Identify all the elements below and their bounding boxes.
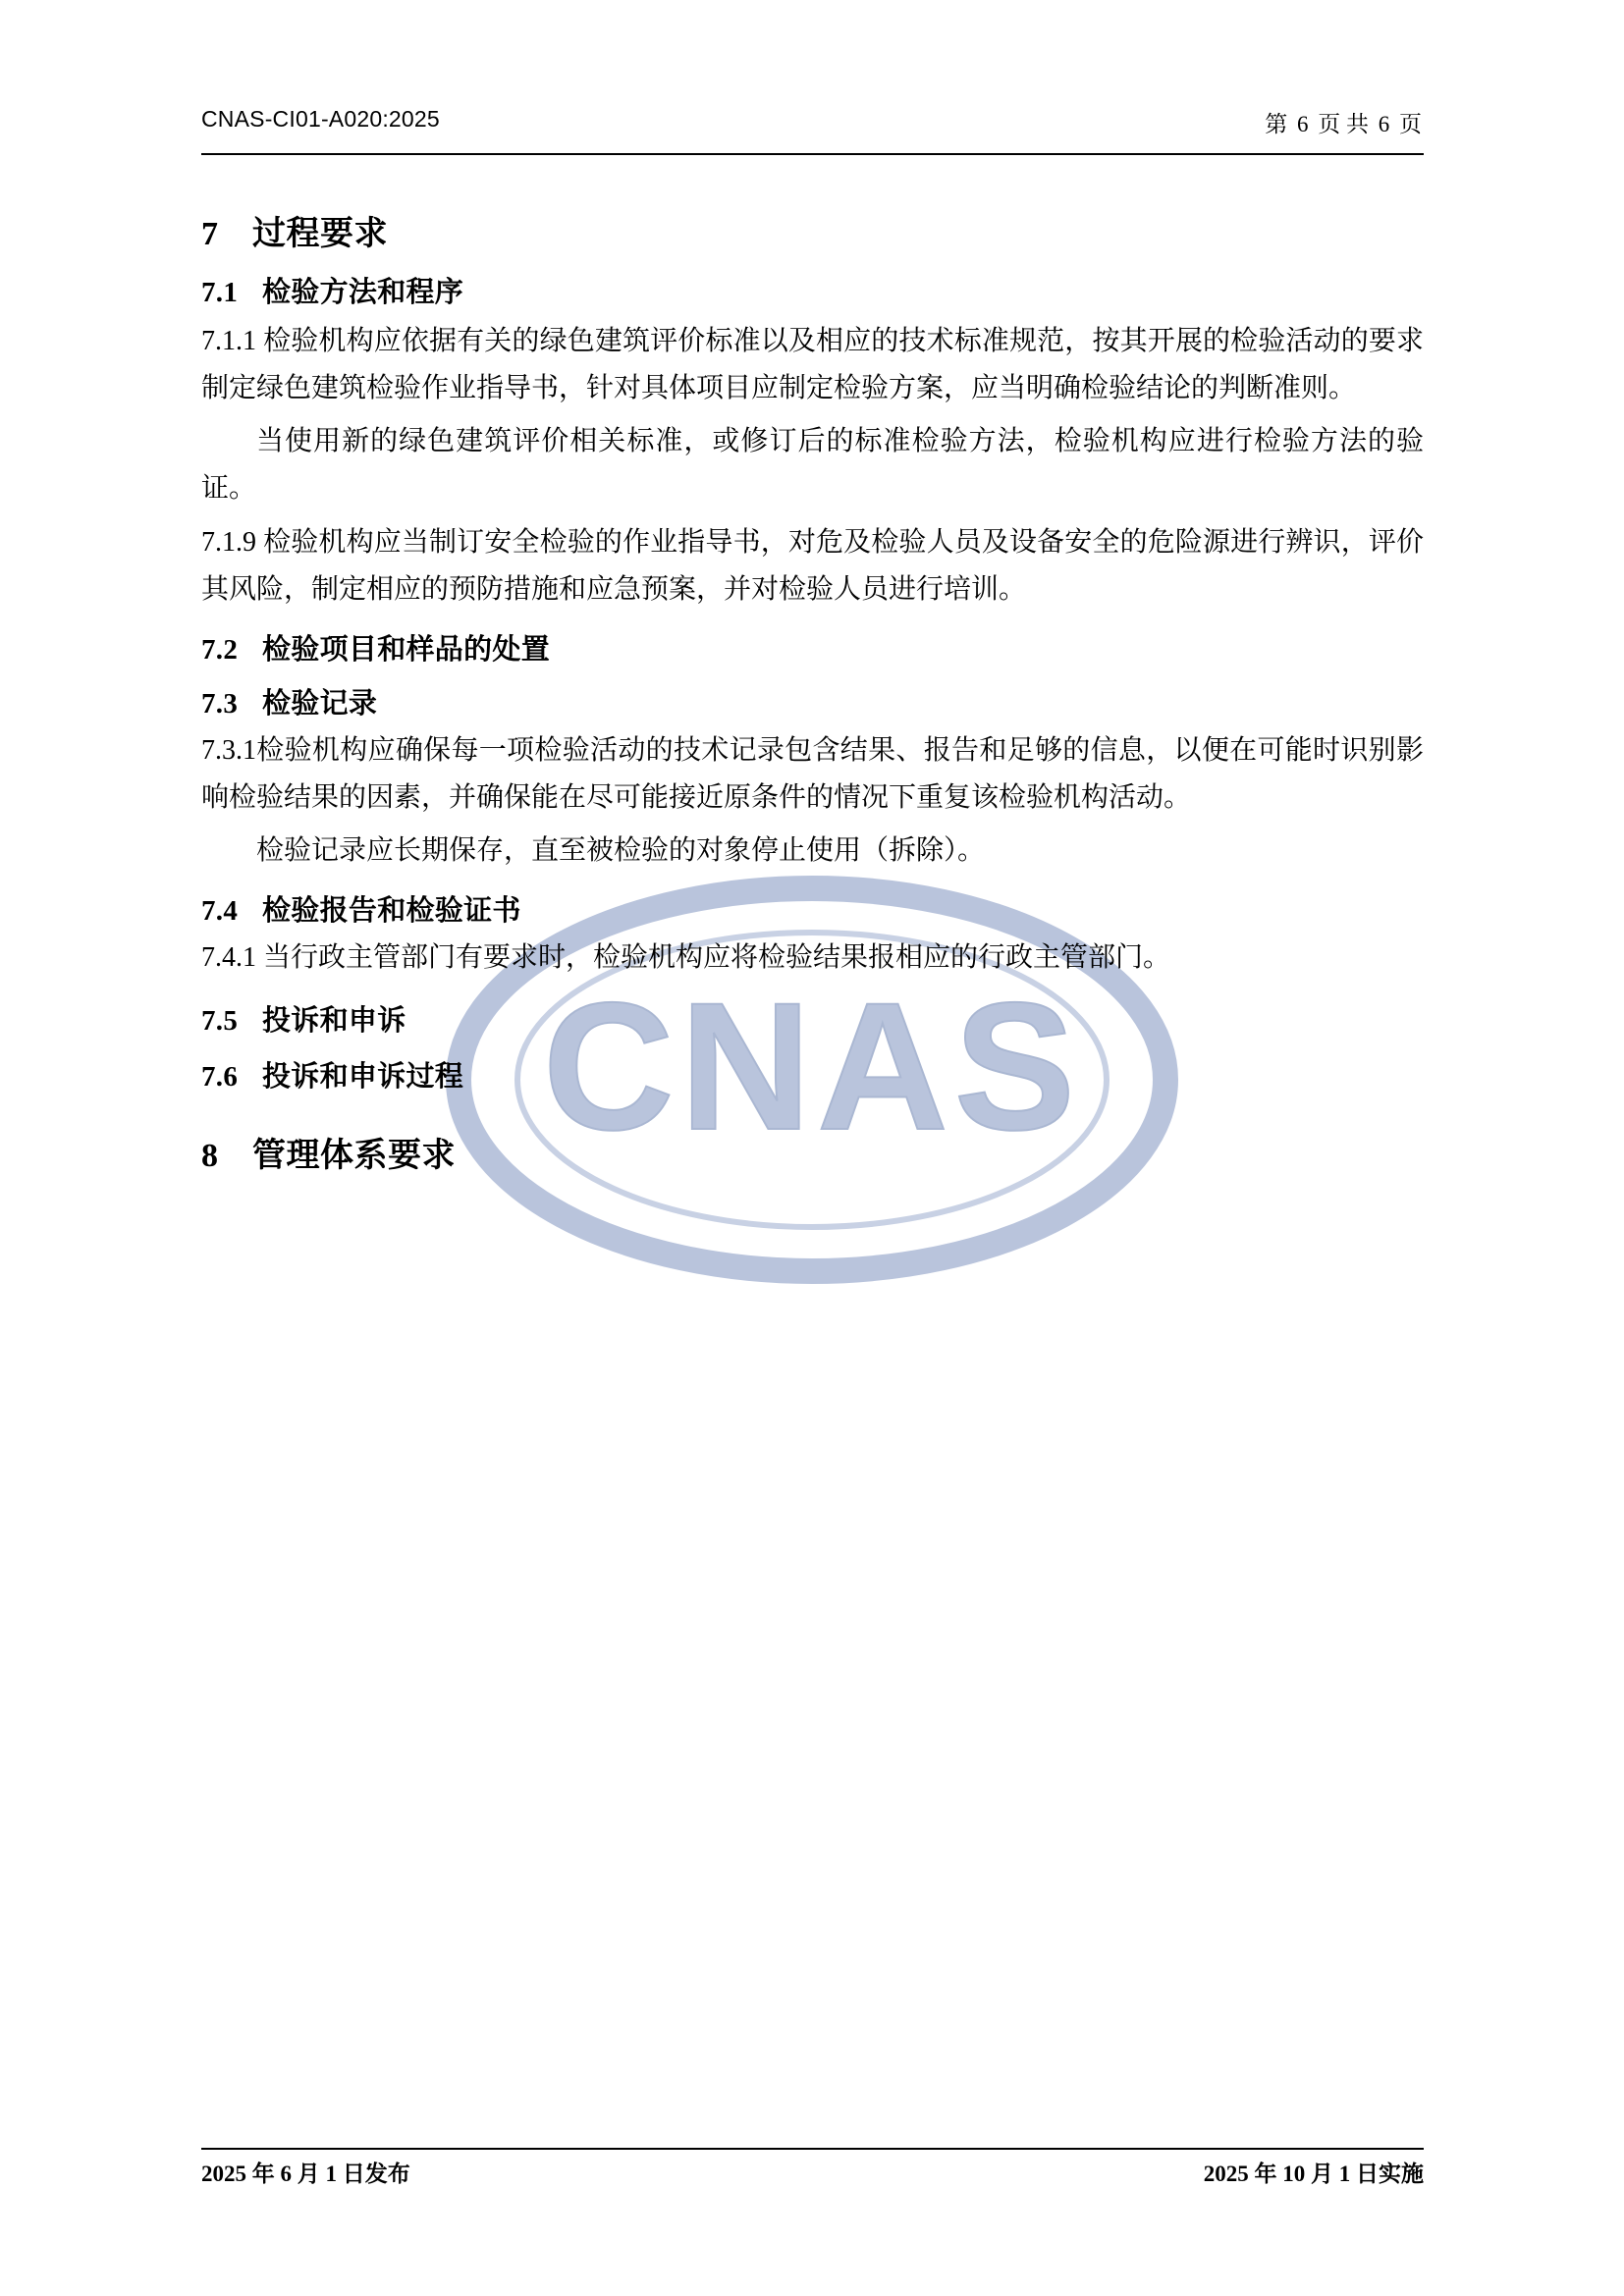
heading-7-4-title: 检验报告和检验证书 — [262, 895, 521, 928]
heading-7-5 — [201, 998, 1424, 1039]
svg-text:CNAS: CNAS — [542, 966, 1082, 1168]
heading-section-8-title: 管理体系要求 — [252, 1137, 456, 1174]
page-label-mid: 页 共 — [1318, 112, 1369, 136]
heading-7-2 — [201, 627, 1424, 667]
page-total: 6 — [1378, 112, 1390, 136]
heading-7-2-title: 检验项目和样品的处置 — [262, 633, 551, 666]
heading-section-7 — [201, 206, 1424, 254]
heading-section-7-title: 过程要求 — [252, 216, 388, 252]
document-code: CNAS-CI01-A020:2025 — [201, 106, 440, 132]
heading-section-8 — [201, 1128, 1424, 1176]
page-header — [201, 106, 1424, 153]
page-current: 6 — [1297, 112, 1309, 136]
heading-7-1 — [201, 270, 1424, 310]
heading-7-5-number: 7.5 — [201, 1004, 239, 1037]
document-body — [201, 187, 1424, 1188]
heading-7-1-title: 检验方法和程序 — [262, 277, 464, 308]
paragraph-7-1-9: 7.1.9 检验机构应当制订安全检验的作业指导书，对危及检验人员及设备安全的危险源进行辨识，评价其风险，制定相应的预防措施和应急预案，并对检验人员进行培训。 — [201, 526, 1424, 605]
paragraph-7-3-1-continued: 检验记录应长期保存，直至被检验的对象停止使用（拆除）。 — [256, 835, 986, 867]
paragraph-7-3-1: 7.3.1检验机构应确保每一项检验活动的技术记录包含结果、报告和足够的信息，以便在可能时识别影响检验结果的因素，并确保能在尽可能接近原条件的情况下重复该检验机构活动。 — [201, 734, 1424, 814]
page-number — [1263, 106, 1424, 138]
page-label-suffix: 页 — [1399, 112, 1422, 136]
footer-divider — [201, 2148, 1424, 2150]
heading-7-4 — [201, 888, 1424, 929]
paragraph-7-4-1: 7.4.1 当行政主管部门有要求时，检验机构应将检验结果报相应的行政主管部门。 — [201, 942, 1171, 974]
heading-7-3-number: 7.3 — [201, 687, 239, 720]
heading-7-1-number: 7.1 — [201, 277, 239, 308]
heading-7-5-title: 投诉和申诉 — [262, 1004, 406, 1037]
heading-7-3 — [201, 681, 1424, 721]
effective-date: 2025 年 10 月 1 日实施 — [1203, 2162, 1424, 2186]
heading-7-3-title: 检验记录 — [262, 687, 378, 720]
heading-7-4-number: 7.4 — [201, 895, 239, 928]
issue-date: 2025 年 6 月 1 日发布 — [201, 2162, 410, 2186]
heading-7-6 — [201, 1054, 1424, 1095]
heading-7-6-number: 7.6 — [201, 1060, 239, 1093]
heading-7-6-title: 投诉和申诉过程 — [262, 1060, 464, 1093]
heading-section-7-number: 7 — [201, 216, 219, 252]
header-divider — [201, 153, 1424, 155]
page-label-prefix: 第 — [1265, 112, 1288, 136]
paragraph-7-1-1: 7.1.1 检验机构应依据有关的绿色建筑评价标准以及相应的技术标准规范，按其开展的检验活动的要求制定绿色建筑检验作业指导书，针对具体项目应制定检验方案，应当明确检验结论的判断准则。 — [201, 326, 1424, 404]
paragraph-7-1-1-continued: 当使用新的绿色建筑评价相关标准，或修订后的标准检验方法，检验机构应进行检验方法的验证。 — [201, 426, 1424, 505]
heading-section-8-number: 8 — [201, 1137, 219, 1174]
heading-7-2-number: 7.2 — [201, 633, 239, 666]
